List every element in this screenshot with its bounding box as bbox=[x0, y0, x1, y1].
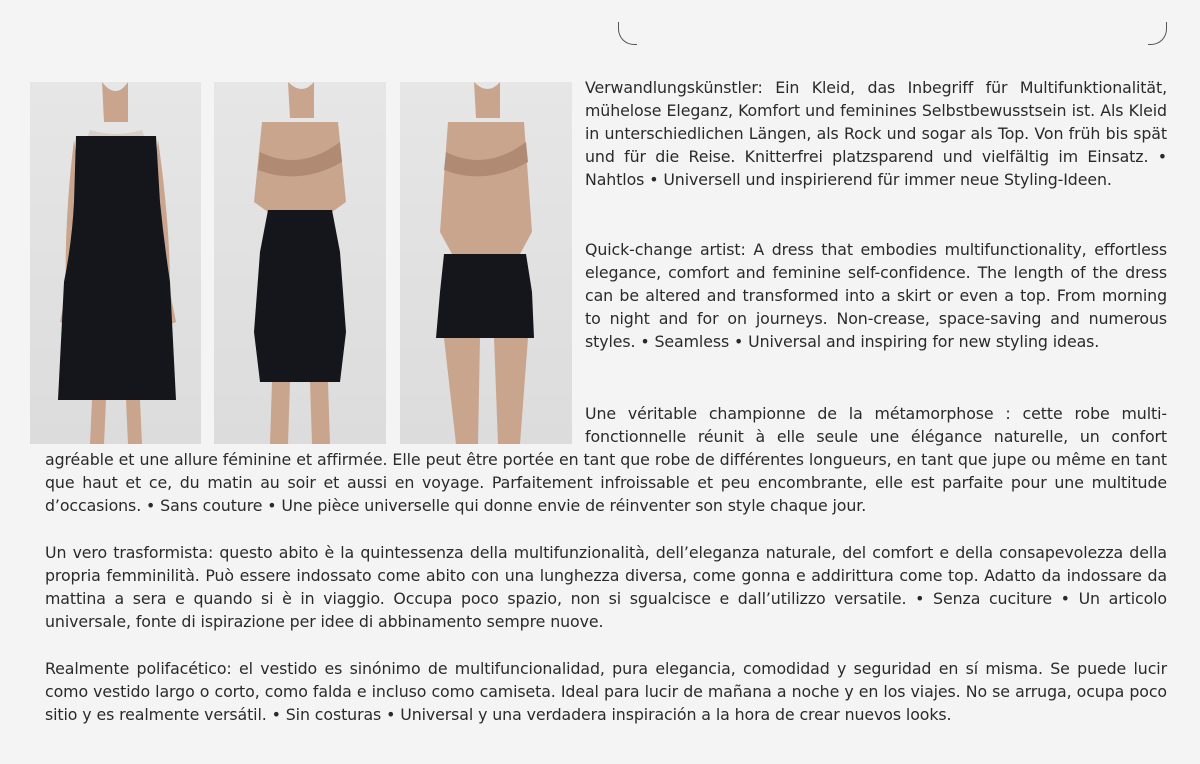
photo-pencil-skirt bbox=[214, 82, 386, 444]
photo-mini-skirt bbox=[400, 82, 572, 444]
paragraph-french-continued: agréable et une allure féminine et affirmée. Elle peut être portée en tant que robe de différentes longueurs, en tant que jupe ou même en tant que haut et ce, du matin au soir et aussi en voyage. Parfaitement infroissable et peu encombrante, elle est parfaite pour une multitude d’occasions. • Sans couture • Une pièce universelle qui donne envie de réinventer son style chaque jour. bbox=[45, 450, 1167, 515]
photo-long-dress bbox=[30, 82, 201, 444]
paragraph-german: Verwandlungskünstler: Ein Kleid, das Inbegriff für Multifunktionalität, mühelose Eleganz, Komfort und feminines Selbstbewusstsein ist. Als Kleid in unterschiedlichen Längen, als Rock und sogar als Top. Von früh bis spät und für die Reise. Knitterfrei platzsparend und vielfältig im Einsatz. • Nahtlos • Universell und inspirierend für immer neue Styling-Ideen. bbox=[585, 78, 1167, 189]
corner-mark-left bbox=[618, 22, 637, 45]
paragraph-english: Quick-change artist: A dress that embodies multifunctionality, effortless elegance, comfort and feminine self-confidence. The length of the dress can be altered and transformed into a skirt or even a top. From morning to night and for on journeys. Non-crease, space-saving and numerous styles. • Seamless • Universal and inspiring for new styling ideas. bbox=[585, 240, 1167, 351]
corner-mark-right bbox=[1148, 22, 1167, 45]
paragraph-french-start: Une véritable championne de la métamorphose : cette robe multi-fonctionnelle réunit à elle seule une élégance naturelle, un confort bbox=[585, 404, 1167, 446]
paragraph-italian: Un vero trasformista: questo abito è la quintessenza della multifunzionalità, dell’eleganza naturale, del comfort e della consapevolezza della propria femminilità. Può essere indossato come abito con una lunghezza diversa, come gonna e addirittura come top. Adatto da indossare da mattina a sera e quando si è in viaggio. Occupa poco spazio, non si sgualcisce e dall’utilizzo versatile. • Senza cuciture • Un articolo universale, fonte di ispirazione per idee di abbinamento sempre nuove. bbox=[45, 543, 1167, 631]
paragraph-spanish: Realmente polifacético: el vestido es sinónimo de multifuncionalidad, pura elegancia, comodidad y seguridad en sí misma. Se puede lucir como vestido largo o corto, como falda e incluso como camiseta. Ideal para lucir de mañana a noche y en los viajes. No se arruga, ocupa poco sitio y es realmente versátil. • Sin costuras • Universal y una verdadera inspiración a la hora de crear nuevos looks. bbox=[45, 659, 1167, 724]
